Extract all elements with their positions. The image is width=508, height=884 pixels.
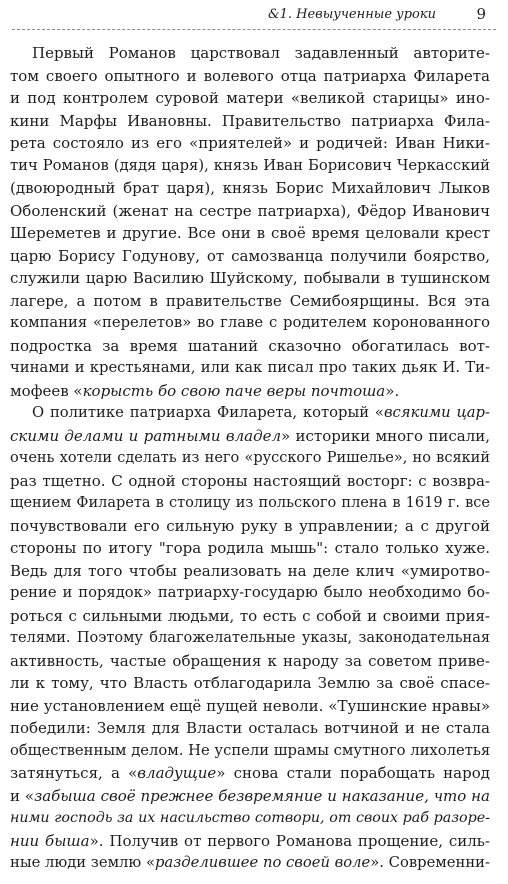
text-run: активность, частые обращения к народу за советом приве- <box>10 651 490 670</box>
text-run: ние установлением ещё пущей неволи. «Тушинские нравы» <box>10 696 490 715</box>
text-run: Первый Романов царствовал задавленный авторите- <box>32 44 490 62</box>
text-run: телями. Поэтому благожелательные указы, законодательная <box>10 630 490 646</box>
text-line <box>10 402 490 425</box>
text-line <box>10 110 490 133</box>
text-line <box>10 267 490 290</box>
italic-quote: разделившее по своей воле <box>154 854 371 871</box>
text-run: и под контролем суровой матери «великой старицы» ино- <box>10 89 490 107</box>
text-line <box>10 42 490 65</box>
text-run: служили царю Василию Шуйскому, побывали в тушинском <box>10 269 490 287</box>
text-run: том своего опытного и волевого отца патриарха Филарета <box>10 66 490 85</box>
text-run: О политике патриарха Филарета, который « <box>32 404 384 421</box>
text-run: подростка за время шатаний сказочно обогатилась вот- <box>10 336 490 355</box>
text-line <box>10 605 490 628</box>
text-line <box>10 717 490 740</box>
text-run: лагере, а потом в правительстве Семибоярщины. Вся эта <box>10 291 490 310</box>
text-line <box>10 627 490 650</box>
text-run: Ведь для того чтобы реализовать на деле клич «умиротво- <box>10 561 490 580</box>
text-line <box>10 785 490 808</box>
text-run: » снова стали порабощать народ <box>216 764 490 782</box>
text-run: » историки много писали, <box>281 426 490 445</box>
text-run: и « <box>10 786 35 805</box>
text-line <box>10 357 490 380</box>
text-run: кини Марфы Ивановны. Правительство патриарха Фила- <box>10 111 490 130</box>
running-title: &1. Невыученные уроки <box>268 7 436 22</box>
text-line <box>10 447 490 470</box>
text-line <box>10 312 490 335</box>
text-run: тич Романов (дядя царя), князь Иван Борисович Черкасский <box>10 156 490 174</box>
text-line <box>10 65 490 88</box>
text-run: Шереметев и другие. Все они в своё время целовали крест <box>10 224 490 242</box>
italic-quote: ними господь за их насильство сотвори, от своих раб разоре- <box>10 810 490 826</box>
text-run: мофеев « <box>10 381 83 400</box>
text-run: царю Борису Годунову, от самозванца получили боярство, <box>10 246 490 265</box>
text-run: компания «перелетов» во главе с родителем коронованного <box>10 314 490 331</box>
text-line <box>10 762 490 785</box>
text-line <box>10 560 490 583</box>
running-header <box>12 3 496 30</box>
text-line <box>10 672 490 695</box>
text-run: ». Получив от первого Романова прощение, силь- <box>89 831 490 850</box>
text-run: затянуться, а « <box>10 764 138 782</box>
text-run: роться с сильными людьми, то есть с собой и своими прия- <box>10 606 490 625</box>
italic-quote: корысть бо свою паче веры почтоша <box>82 381 386 400</box>
text-run: общественным делом. Не успели шрамы смутного лихолетья <box>10 741 490 759</box>
text-line <box>10 335 490 358</box>
text-run: рета состояло из его «приятелей» и родичей: Иван Ники- <box>10 134 490 152</box>
italic-quote: всякими цар- <box>383 404 490 421</box>
text-run: Оболенский (женат на сестре патриарха), Фёдор Иванович <box>10 201 490 220</box>
text-line <box>10 290 490 313</box>
text-line <box>10 425 490 448</box>
text-run: (двоюродный брат царя), князь Борис Михайлович Лыков <box>10 179 490 197</box>
page-number: 9 <box>476 5 486 23</box>
text-line <box>10 380 490 403</box>
text-run: щением Филарета в столицу из польского плена в 1619 г. все <box>10 495 490 511</box>
text-run: почувствовали его сильную руку в управлении; а с другой <box>10 516 490 535</box>
text-line <box>10 515 490 538</box>
text-run: стороны по итогу "гора родила мышь": стало только хуже. <box>10 539 490 557</box>
text-run: ». <box>385 381 400 400</box>
text-run: раз тщетно. С одной стороны настоящий восторг: с возвра- <box>10 471 490 490</box>
italic-quote: владущие <box>137 764 217 782</box>
text-line <box>10 87 490 110</box>
text-line <box>10 830 490 853</box>
text-line <box>10 537 490 560</box>
body-text <box>10 42 490 875</box>
text-line <box>10 155 490 178</box>
text-line <box>10 470 490 493</box>
text-run: победили: Земля для Власти осталась вотчиной и не стала <box>10 719 490 737</box>
text-line <box>10 132 490 155</box>
text-run: чинами и крестьянами, или как писал про таких дьяк И. Ти- <box>10 359 490 376</box>
text-run: рение и порядок» патриарху-государю было необходимо бо- <box>10 584 490 601</box>
italic-quote: забыша своё прежнее безвремяние и наказание, что на <box>34 786 490 805</box>
italic-quote: скими делами и ратными владел <box>10 426 282 445</box>
text-line <box>10 695 490 718</box>
text-run: очень хотели сделать из него «русского Ришелье», но всякий <box>10 450 490 466</box>
text-line <box>10 200 490 223</box>
text-line <box>10 650 490 673</box>
text-line <box>10 852 490 875</box>
italic-quote: нии быша <box>10 831 90 850</box>
text-line <box>10 245 490 268</box>
text-run: ные люди землю « <box>10 854 155 871</box>
text-line <box>10 222 490 245</box>
text-line <box>10 582 490 605</box>
text-run: ли к тому, что Власть отблагодарила Землю за своё спасе- <box>10 674 490 692</box>
text-line <box>10 177 490 200</box>
text-line <box>10 492 490 515</box>
text-run: ». Современни- <box>370 854 490 871</box>
text-line <box>10 740 490 763</box>
text-line <box>10 807 490 830</box>
